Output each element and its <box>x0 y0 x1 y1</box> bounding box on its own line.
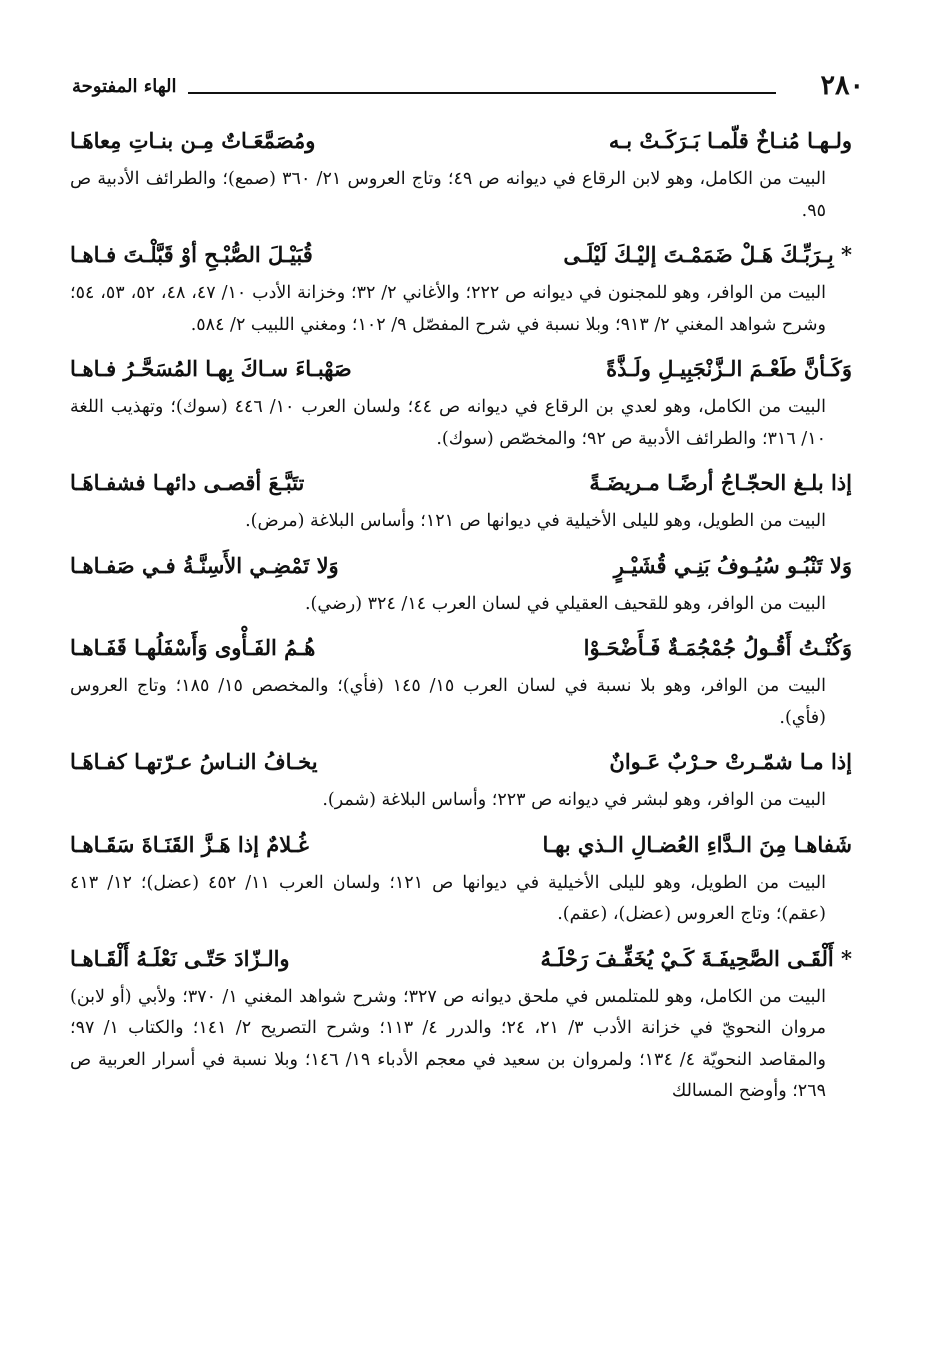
first-hemistich: وَكَـأنَّ طَعْـمَ الـزَّنْجَبِيـلِ ولَـذَّةً <box>606 356 852 381</box>
first-hemistich: وَكُنْـتُ أَقُـولُ جُمْجُمَـةٌ فَـأَضْحَـوْا <box>583 635 852 660</box>
second-hemistich: غُـلامٌ إذا هَـزَّ القَنَـاةَ سَقَـاهـا <box>70 831 309 857</box>
verse-line <box>70 936 852 982</box>
verse-line <box>70 543 852 589</box>
verse-line <box>70 118 852 164</box>
verse-line <box>70 739 852 785</box>
second-hemistich: صَهْبـاءَ سـاكَ بِهـا المُسَحَّـرُ فـاهـا <box>70 356 352 381</box>
verse-line <box>70 822 852 868</box>
first-hemistich: إذا مـا شمّـرتْ حـرْبٌ عَـوانٌ <box>609 749 852 774</box>
verse-entry <box>70 232 852 341</box>
verse-note: البيت من الكامل، وهو لعدي بن الرقاع في ديوانه ص ٤٤؛ ولسان العرب ١٠/ ٤٤٦ (سوك)؛ وتهذيب اللغة ١٠/ ٣١٦؛ والطرائف الأدبية ص ٩٢؛ والمخصّص (سوك). <box>70 397 826 449</box>
verse-entry <box>70 118 852 227</box>
header-rule <box>188 92 776 94</box>
second-hemistich: هُـمُ الفَـأْوى وَأَسْفَلُهـا قَفَـاهـا <box>70 635 316 660</box>
first-hemistich: * بِـرَبِّـكَ هَـلْ ضَمَمْـتَ إليْـكَ لَيْلَـى <box>563 232 852 278</box>
verse-note: البيت من الطويل، وهو لليلى الأخيلية في ديوانها ص ١٢١؛ ولسان العرب ١١/ ٤٥٢ (عضل)؛ ١٢/ ٤١٣ (عقم)؛ وتاج العروس (عضل)، (عقم). <box>70 872 826 924</box>
verse-line <box>70 346 852 392</box>
verse-list <box>70 118 852 1113</box>
first-hemistich: إذا بلـغ الحجّـاجُ أرضًـا مـريضَـةً <box>589 470 852 495</box>
verse-note: البيت من الوافر، وهو للمجنون في ديوانه ص ٢٢٢؛ والأغاني ٢/ ٣٢؛ وخزانة الأدب ١٠/ ٤٧، ٤٨، ٥٢، ٥٣، ٥٤؛ وشرح شواهد المغني ٢/ ٩١٣؛ وبلا نسبة في شرح المفصّل ٩/ ١٠٢؛ ومغني اللبيب ٢/ ٥٨٤. <box>70 283 826 335</box>
running-title: الهاء المفتوحة <box>72 76 177 97</box>
verse-note: البيت من الطويل، وهو لليلى الأخيلية في ديوانها ص ١٢١؛ وأساس البلاغة (مرض). <box>245 511 826 531</box>
verse-entry <box>70 936 852 1108</box>
verse-entry <box>70 543 852 621</box>
page-header <box>70 70 868 112</box>
verse-entry <box>70 625 852 734</box>
second-hemistich: تتَبَّـعَ أقصـى دائهـا فشفـاهَـا <box>70 470 305 495</box>
second-hemistich: والـزّادَ حَتّـى نَعْلَـهُ أَلْقَـاهـا <box>70 945 290 971</box>
verse-note: البيت من الوافر، وهو بلا نسبة في لسان العرب ١٥/ ١٤٥ (فأي)؛ والمخصص ١٥/ ١٨٥؛ وتاج العروس (فأي). <box>70 676 826 728</box>
verse-note: البيت من الوافر، وهو للقحيف العقيلي في لسان العرب ١٤/ ٣٢٤ (رضي). <box>304 593 826 614</box>
verse-line <box>70 625 852 671</box>
verse-entry <box>70 460 852 538</box>
verse-line <box>70 460 852 506</box>
first-hemistich: * أَلْقَـى الصَّحِيفَـةَ كَـيْ يُخَفِّـفَ رَحْلَـهُ <box>541 936 852 982</box>
second-hemistich: يخـافُ النـاسُ عـرّتهـا كفـاهَـا <box>70 749 318 774</box>
second-hemistich: ومُصَمَّعَـاتٌ مِـن بنـاتِ مِعاهَـا <box>70 128 316 153</box>
verse-note: البيت من الكامل، وهو للمتلمس في ملحق ديوانه ص ٣٢٧؛ وشرح شواهد المغني ١/ ٣٧٠؛ ولأبي (أو لابن) مروان النحويّ في خزانة الأدب ٣/ ٢١، ٢٤؛ والدرر ٤/ ١١٣؛ وشرح التصريح ٢/ ١٤١؛ والكتاب ١/ ٩٧؛ والمقاصد النحويّة ٤/ ١٣٤؛ ولمروان بن سعيد في معجم الأدباء ١٩/ ١٤٦؛ وبلا نسبة في أسرار العربية ص ٢٦٩؛ وأوضح المسالك <box>70 986 827 1101</box>
page-number: ٢٨٠ <box>820 70 864 101</box>
second-hemistich: قُبَيْـلَ الصُّبْـحِ أوْ قَبَّلْـتَ فـاهـا <box>70 242 313 267</box>
verse-entry <box>70 346 852 455</box>
verse-entry <box>70 739 852 817</box>
verse-note: البيت من الكامل، وهو لابن الرقاع في ديوانه ص ٤٩؛ وتاج العروس ٢١/ ٣٦٠ (صمع)؛ والطرائف الأدبية ص ٩٥. <box>70 169 826 221</box>
verse-entry <box>70 822 852 931</box>
first-hemistich: وَلا تَنْبُـو سُيُـوفُ بَنِـي قُشَيْـرٍ <box>613 552 852 578</box>
verse-note: البيت من الوافر، وهو لبشر في ديوانه ص ٢٢٣؛ وأساس البلاغة (شمر). <box>322 790 826 810</box>
second-hemistich: وَلا تَمْضِـي الأَسِنَّـةُ فـي صَفـاهـا <box>70 552 339 578</box>
first-hemistich: شَفاهـا مِنَ الـدَّاءِ العُضـالِ الـذي بهـا <box>542 831 852 857</box>
verse-line <box>70 232 852 278</box>
first-hemistich: ولـهـا مُنـاخٌ قلّمـا بَـرَكَـتْ بـه <box>608 128 852 153</box>
